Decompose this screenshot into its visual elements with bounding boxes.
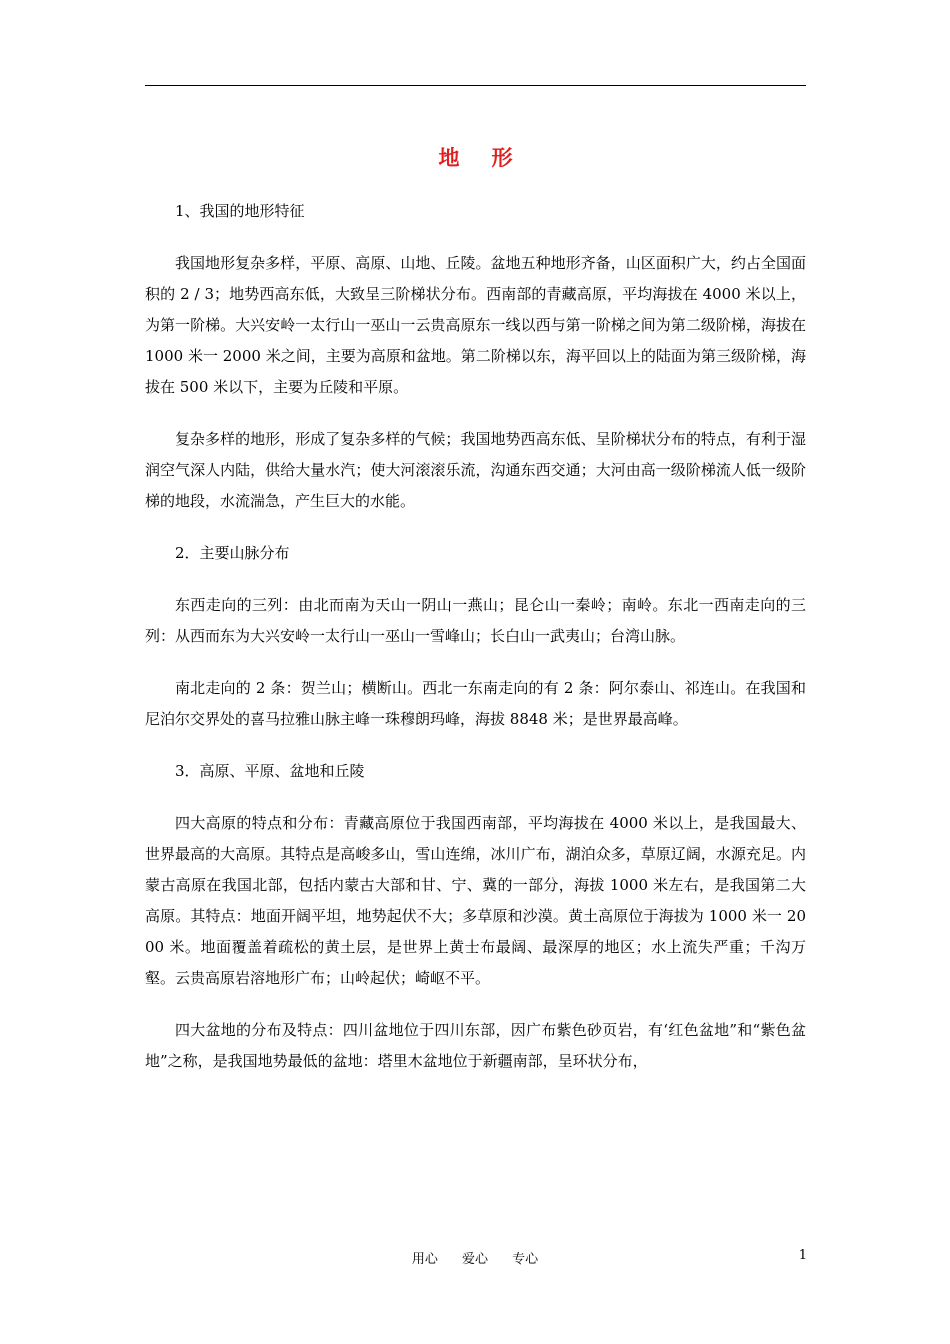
- paragraph-east-west-ranges: 东西走向的三列：由北而南为天山一阴山一燕山；昆仑山一秦岭；南岭。东北一西南走向的三列：从西而东为大兴安岭一太行山一巫山一雪峰山；长白山一武夷山；台湾山脉。: [145, 596, 806, 645]
- section-heading-3: 3．高原、平原、盆地和丘陵: [175, 762, 365, 780]
- paragraph-terrain-effects: 复杂多样的地形，形成了复杂多样的气候；我国地势西高东低、呈阶梯状分布的特点，有利于湿润空气深人内陆，供给大量水汽；使大河滚滚乐流，沟通东西交通；大河由高一级阶梯流人低一级阶梯的地段，水流湍急，产生巨大的水能。: [145, 430, 806, 510]
- document-body: [145, 196, 806, 1098]
- section-heading-2: 2．主要山脉分布: [175, 544, 290, 562]
- footer-motto-item: 专心: [512, 1252, 539, 1267]
- page-title: [145, 142, 806, 172]
- paragraph-four-plateaus: 四大高原的特点和分布：青藏高原位于我国西南部，平均海拔在 4000 米以上，是我国最大、世界最高的大高原。其特点是高峻多山，雪山连绵，冰川广布，湖泊众多，草原辽阔，水源充足。内蒙古高原在我国北部，包括内蒙古大部和甘、宁、冀的一部分，海拔 1000 米左右，是我国第二大高原。其特点：地面开阔平坦，地势起伏不大；多草原和沙漠。黄土高原位于海拔为 1000 米一 2000 米。地面覆盖着疏松的黄土层，是世界上黄士布最阔、最深厚的地区；水上流失严重；千沟万壑。云贵高原岩溶地形广布；山岭起伏；崎岖不平。: [145, 814, 806, 987]
- paragraph-four-basins: 四大盆地的分布及特点：四川盆地位于四川东部，因广布紫色砂页岩，有‘红色盆地”和“紫色盆地”之称，是我国地势最低的盆地：塔里木盆地位于新疆南部，呈环状分布，: [145, 1021, 806, 1070]
- section-heading-1: 1、我国的地形特征: [175, 202, 305, 220]
- footer-motto-item: 用心: [411, 1252, 438, 1267]
- paragraph-north-south-ranges: 南北走向的 2 条：贺兰山；横断山。西北一东南走向的有 2 条：阿尔泰山、祁连山。在我国和尼泊尔交界处的喜马拉雅山脉主峰一珠穆朗玛峰，海拔 8848 米；是世界最高峰。: [145, 679, 806, 728]
- footer-motto-item: 爱心: [461, 1252, 488, 1267]
- footer-motto: [0, 1248, 950, 1267]
- page-footer: [0, 1248, 950, 1272]
- title-char-1: 地: [438, 145, 460, 170]
- header-rule: [145, 85, 806, 86]
- paragraph-terrain-features: 我国地形复杂多样，平原、高原、山地、丘陵。盆地五种地形齐备，山区面积广大，约占全国面积的 2 / 3；地势西高东低，大致呈三阶梯状分布。西南部的青藏高原，平均海拔在 4000 米以上，为第一阶梯。大兴安岭一太行山一巫山一云贵高原东一线以西与第一阶梯之间为第二级阶梯，海拔在 1000 米一 2000 米之间，主要为高原和盆地。第二阶梯以东，海平回以上的陆面为第三级阶梯，海拔在 500 米以下，主要为丘陵和平原。: [145, 254, 806, 396]
- page-number: 1: [798, 1248, 807, 1263]
- title-char-2: 形: [491, 145, 513, 170]
